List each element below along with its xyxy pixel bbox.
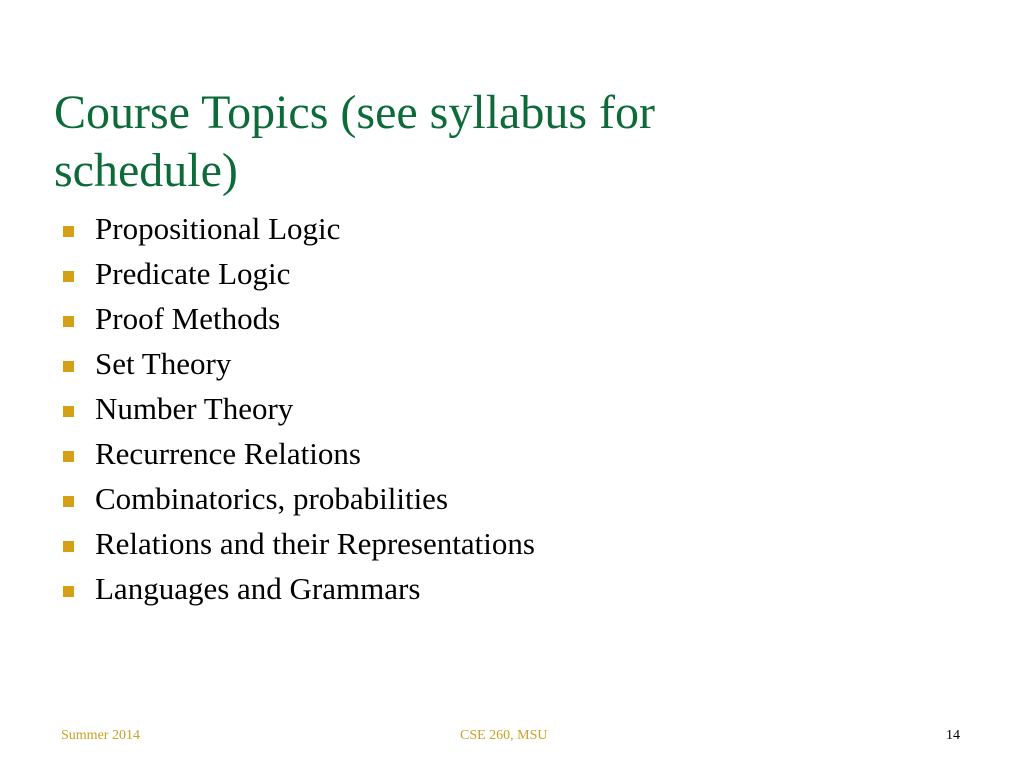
list-item	[60, 206, 535, 251]
list-item	[60, 341, 535, 386]
list-item-text: Set Theory	[95, 346, 232, 381]
list-item	[60, 431, 535, 476]
slide-title-line: schedule)	[54, 144, 238, 197]
square-bullet-icon	[63, 226, 74, 237]
list-item	[60, 566, 535, 611]
square-bullet-icon	[63, 271, 74, 282]
page-number: 14	[946, 728, 960, 743]
list-item-text: Languages and Grammars	[95, 571, 421, 606]
square-bullet-icon	[63, 316, 74, 327]
square-bullet-icon	[63, 361, 74, 372]
list-item-text: Predicate Logic	[95, 256, 291, 291]
square-bullet-icon	[63, 451, 74, 462]
list-item	[60, 251, 535, 296]
square-bullet-icon	[63, 586, 74, 597]
list-item	[60, 521, 535, 566]
list-item-text: Relations and their Representations	[95, 526, 535, 561]
list-item	[60, 476, 535, 521]
slide-title-line: Course Topics (see syllabus for	[54, 86, 655, 139]
list-item-text: Propositional Logic	[95, 211, 341, 246]
square-bullet-icon	[63, 541, 74, 552]
footer-course: CSE 260, MSU	[460, 728, 548, 743]
square-bullet-icon	[63, 406, 74, 417]
square-bullet-icon	[63, 496, 74, 507]
list-item-text: Proof Methods	[95, 301, 281, 336]
topic-list	[60, 206, 535, 611]
slide-title	[54, 84, 954, 200]
list-item	[60, 386, 535, 431]
footer-date: Summer 2014	[61, 728, 140, 743]
list-item	[60, 296, 535, 341]
list-item-text: Combinatorics, probabilities	[95, 481, 449, 516]
list-item-text: Recurrence Relations	[95, 436, 361, 471]
list-item-text: Number Theory	[95, 391, 294, 426]
